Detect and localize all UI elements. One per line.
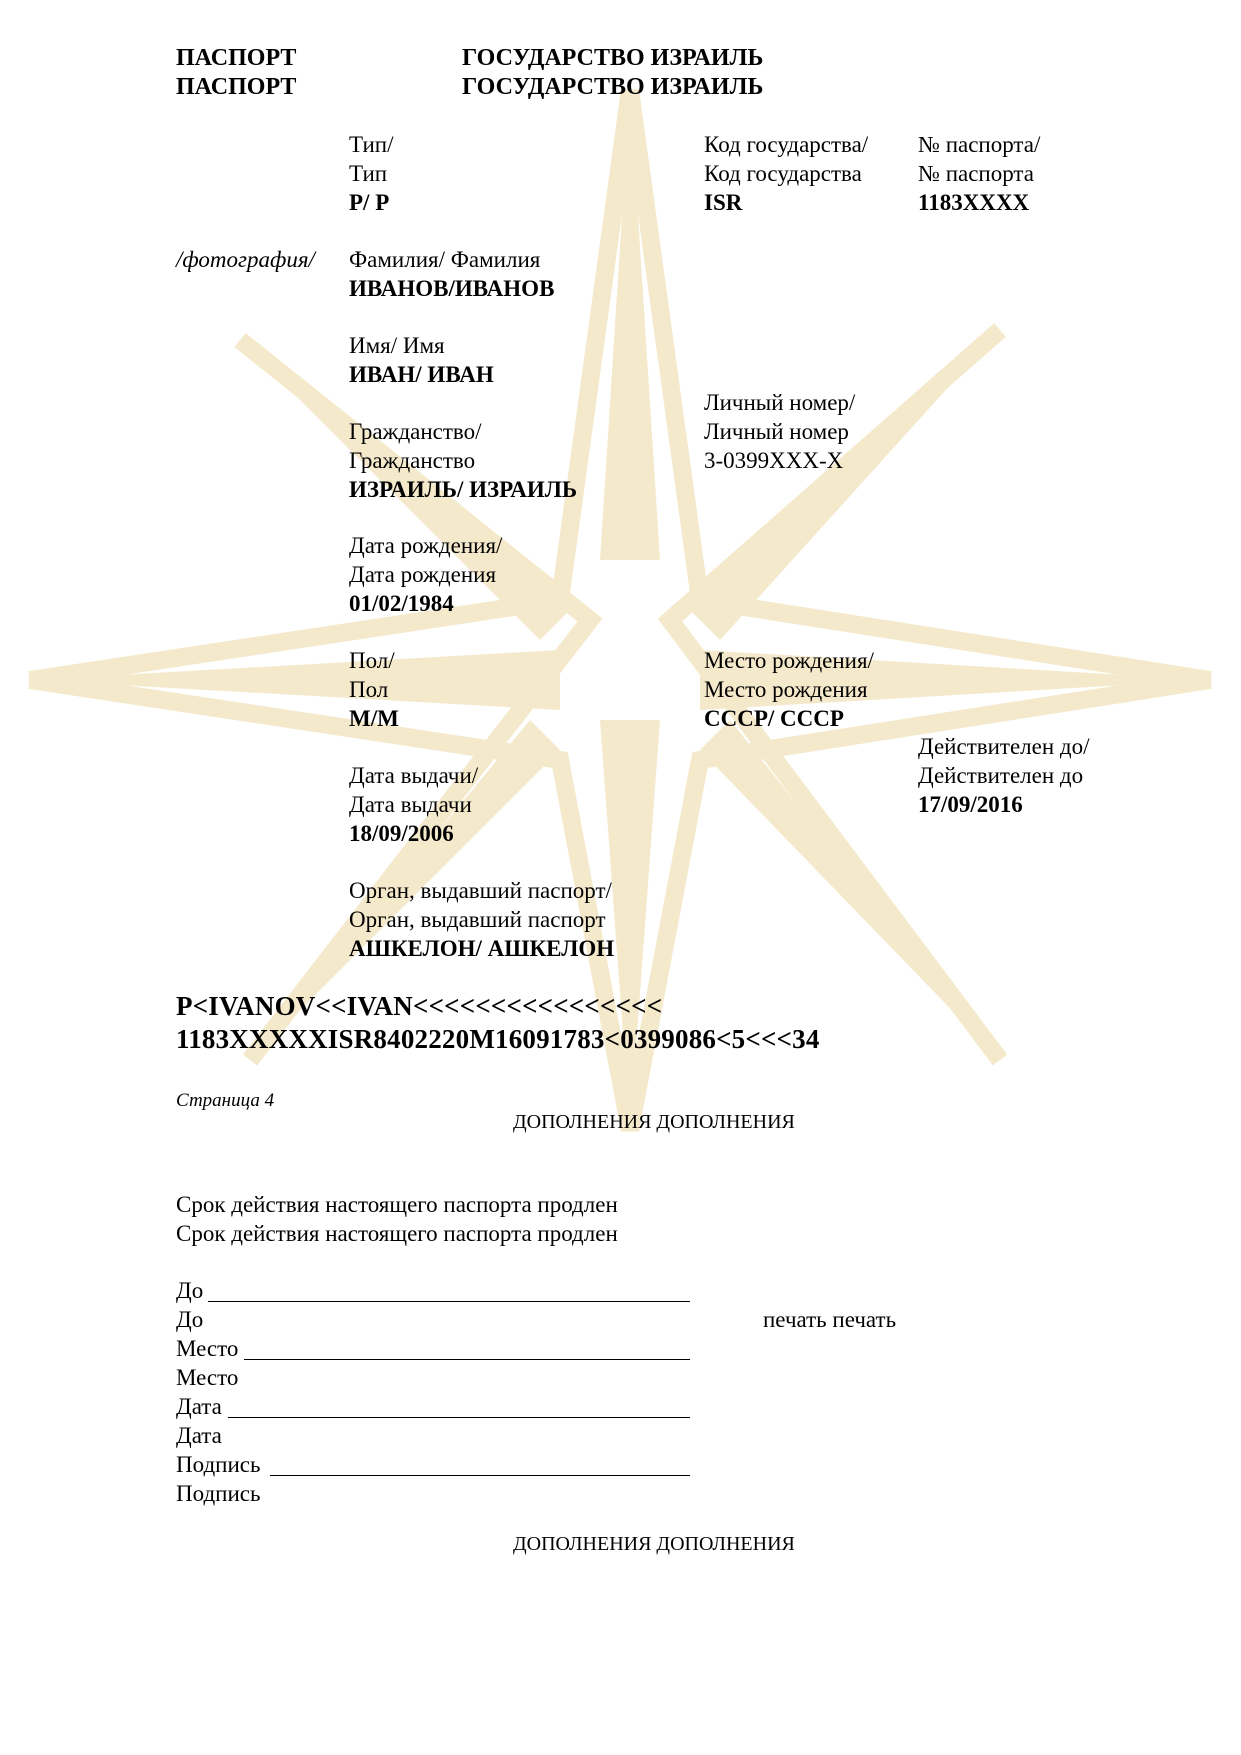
citizenship-label-1: Гражданство/ [349, 419, 482, 444]
additions-title-bottom: ДОПОЛНЕНИЯ ДОПОЛНЕНИЯ [513, 1533, 795, 1555]
mrz-line-2: 1183XXXXXISR8402220M16091783<0399086<5<<<34 [176, 1024, 820, 1054]
date-label-1: Дата [176, 1394, 222, 1419]
country-code-value: ISR [704, 190, 743, 215]
issue-date-label-1: Дата выдачи/ [349, 763, 479, 788]
citizenship-value: ИЗРАИЛЬ/ ИЗРАИЛЬ [349, 477, 578, 502]
photo-placeholder: /фотография/ [176, 247, 315, 272]
mrz-line-1: P<IVANOV<<IVAN<<<<<<<<<<<<<<<< [176, 991, 663, 1021]
date-fill-line [228, 1417, 690, 1418]
passport-no-label-1: № паспорта/ [918, 132, 1041, 157]
birth-place-value: СССР/ СССР [704, 706, 844, 731]
type-value: P/ P [349, 190, 390, 215]
doc-label-2: ПАСПОРТ [176, 74, 297, 100]
issue-date-value: 18/09/2006 [349, 821, 454, 846]
citizenship-label-2: Гражданство [349, 448, 476, 473]
state-title-1: ГОСУДАРСТВО ИЗРАИЛЬ [462, 45, 764, 71]
birth-date-value: 01/02/1984 [349, 591, 454, 616]
extension-text-1: Срок действия настоящего паспорта продлен [176, 1192, 618, 1217]
birth-date-label-2: Дата рождения [349, 562, 497, 587]
authority-value: АШКЕЛОН/ АШКЕЛОН [349, 936, 615, 961]
valid-until-value: 17/09/2016 [918, 792, 1023, 817]
personal-no-value: 3-0399XXX-X [704, 448, 844, 473]
given-name-value: ИВАН/ ИВАН [349, 362, 494, 387]
place-fill-line [244, 1359, 690, 1360]
doc-label-1: ПАСПОРТ [176, 45, 297, 71]
until-fill-line [208, 1301, 690, 1302]
passport-no-label-2: № паспорта [918, 161, 1034, 186]
country-code-label-1: Код государства/ [704, 132, 869, 157]
page-number: Страница 4 [176, 1090, 275, 1111]
passport-no-value: 1183XXXX [918, 190, 1030, 215]
extension-text-2: Срок действия настоящего паспорта продлен [176, 1221, 618, 1246]
state-title-2: ГОСУДАРСТВО ИЗРАИЛЬ [462, 74, 764, 100]
date-label-2: Дата [176, 1423, 222, 1448]
until-label-1: До [176, 1278, 204, 1303]
birth-date-label-1: Дата рождения/ [349, 533, 503, 558]
surname-label: Фамилия/ Фамилия [349, 247, 541, 272]
signature-fill-line [270, 1475, 690, 1476]
given-name-label: Имя/ Имя [349, 333, 445, 358]
signature-label-1: Подпись [176, 1452, 261, 1477]
issue-date-label-2: Дата выдачи [349, 792, 472, 817]
type-label-2: Тип [349, 161, 388, 186]
valid-until-label-2: Действителен до [918, 763, 1084, 788]
surname-value: ИВАНОВ/ИВАНОВ [349, 276, 555, 301]
sex-label-2: Пол [349, 677, 389, 702]
sex-label-1: Пол/ [349, 648, 395, 673]
birth-place-label-1: Место рождения/ [704, 648, 874, 673]
place-label-2: Место [176, 1365, 239, 1390]
sex-value: M/M [349, 706, 399, 731]
country-code-label-2: Код государства [704, 161, 862, 186]
birth-place-label-2: Место рождения [704, 677, 868, 702]
personal-no-label-2: Личный номер [704, 419, 849, 444]
personal-no-label-1: Личный номер/ [704, 390, 856, 415]
authority-label-1: Орган, выдавший паспорт/ [349, 878, 612, 903]
valid-until-label-1: Действителен до/ [918, 734, 1090, 759]
signature-label-2: Подпись [176, 1481, 261, 1506]
until-label-2: До [176, 1307, 204, 1332]
stamp-label: печать печать [763, 1307, 897, 1332]
type-label-1: Тип/ [349, 132, 394, 157]
place-label-1: Место [176, 1336, 239, 1361]
additions-title-top: ДОПОЛНЕНИЯ ДОПОЛНЕНИЯ [513, 1111, 795, 1133]
authority-label-2: Орган, выдавший паспорт [349, 907, 606, 932]
